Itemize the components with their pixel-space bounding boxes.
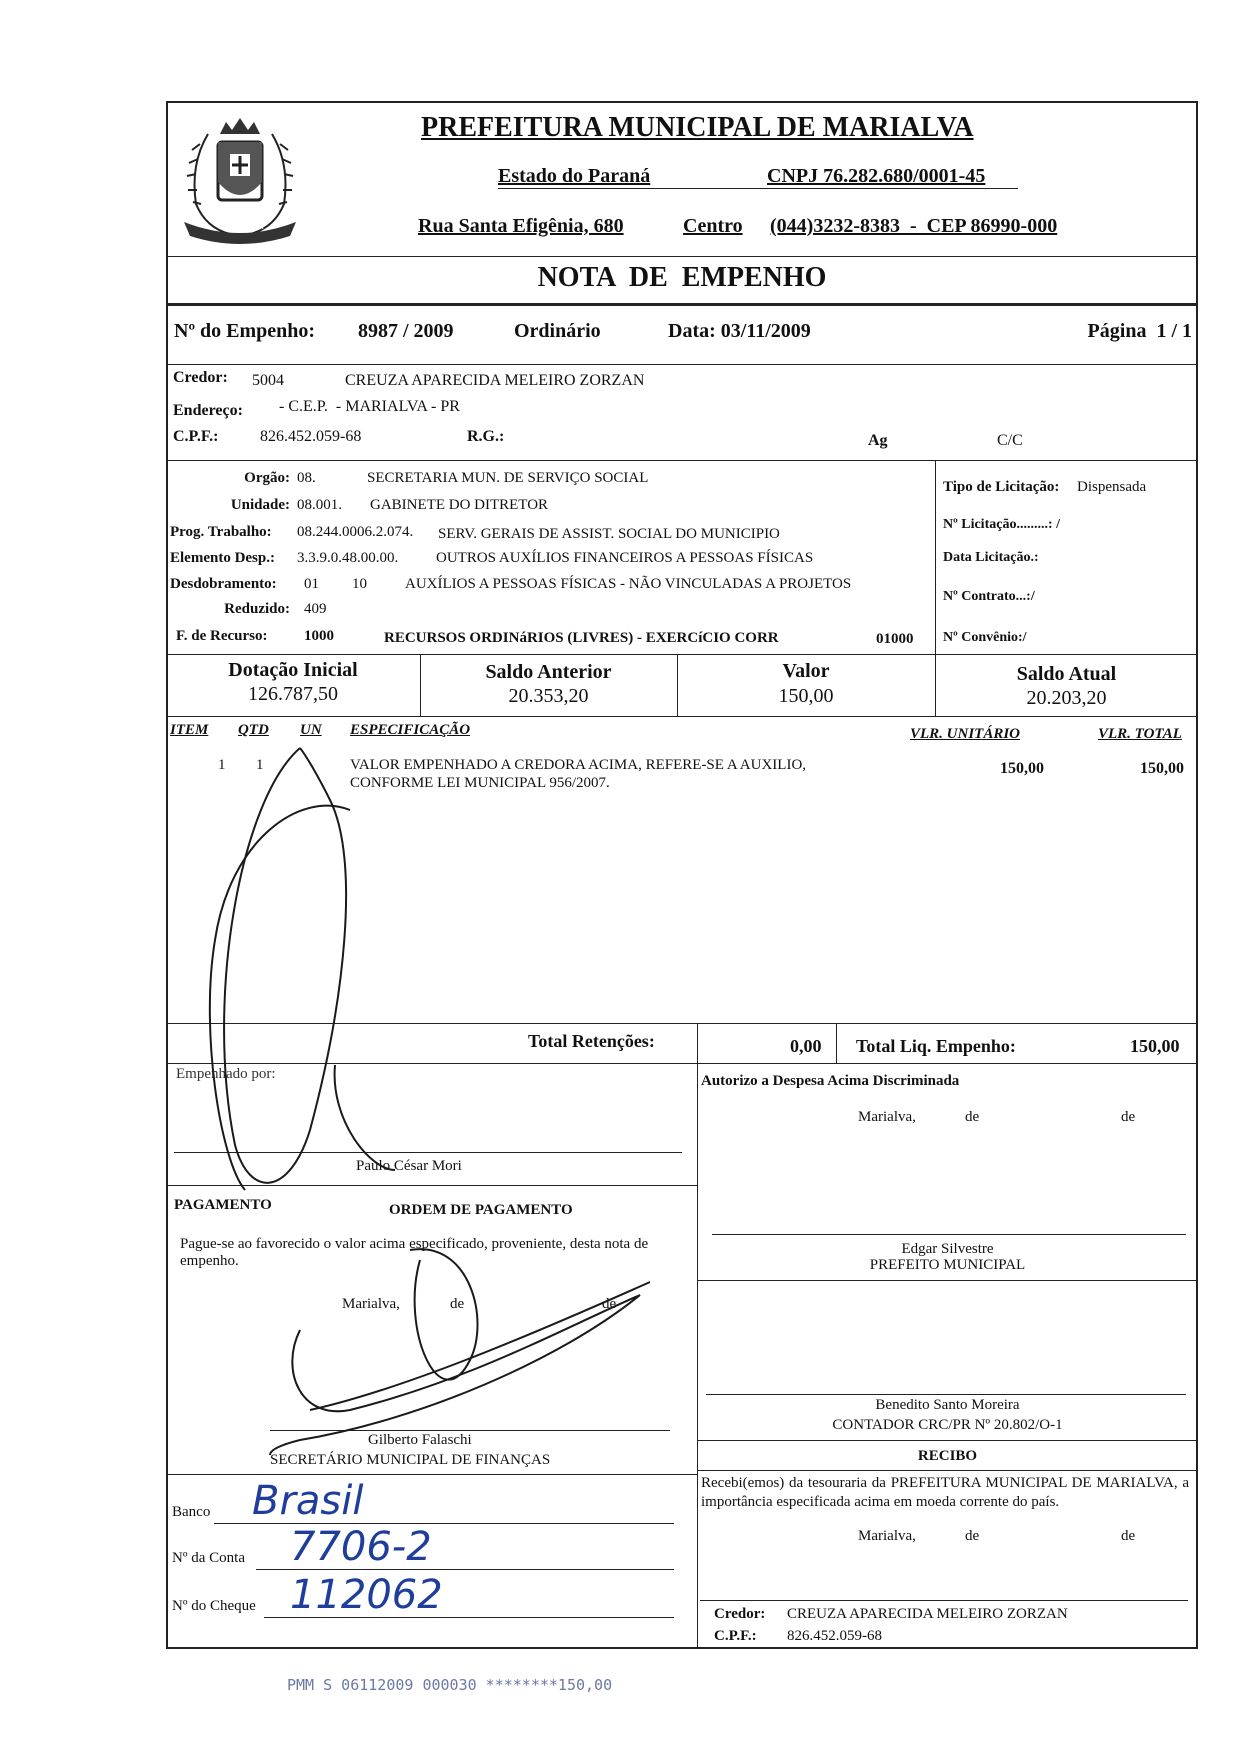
secretario-title: SECRETÁRIO MUNICIPAL DE FINANÇAS: [270, 1452, 551, 1468]
conta-label: Nº da Conta: [172, 1550, 245, 1566]
signature-line: [712, 1234, 1186, 1235]
saldo-anterior-value: 20.353,20: [508, 685, 589, 707]
recibo-cpf-label: C.P.F.:: [714, 1628, 757, 1644]
ordem-de-2: de: [602, 1296, 617, 1312]
saldo-atual-value: 20.203,20: [1026, 687, 1107, 709]
cheque-handwritten-value: 112062: [290, 1572, 443, 1618]
empenhado-por-label: Empenhado por:: [176, 1066, 276, 1082]
divider: [166, 654, 1198, 655]
col-vlr-total: VLR. TOTAL: [1098, 726, 1182, 742]
licitacao-type-label: Tipo de Licitação:: [943, 479, 1060, 495]
elemento-desc: OUTROS AUXÍLIOS FINANCEIROS A PESSOAS FÍSICAS: [436, 550, 814, 566]
divider: [166, 256, 1198, 257]
recibo-credor-label: Credor:: [714, 1606, 766, 1622]
col-un: UN: [300, 722, 322, 738]
ordem-pagamento-label: ORDEM DE PAGAMENTO: [389, 1202, 573, 1218]
prog-label: Prog. Trabalho:: [170, 524, 272, 540]
recurso-code: 1000: [304, 628, 334, 644]
divider: [166, 303, 1198, 306]
recurso-label: F. de Recurso:: [176, 628, 268, 644]
orgao-desc: SECRETARIA MUN. DE SERVIÇO SOCIAL: [367, 470, 649, 486]
convenio-number: Nº Convênio:/: [943, 630, 1027, 645]
pague-text: Pague-se ao favorecido o valor acima especificado, proveniente, desta nota de empenho.: [180, 1236, 649, 1269]
divider: [166, 364, 1198, 365]
recibo-marialva: Marialva,: [858, 1528, 916, 1544]
col-qtd: QTD: [238, 722, 269, 738]
item-spec-line-1: VALOR EMPENHADO A CREDORA ACIMA, REFERE-SE A AUXILIO,: [350, 757, 807, 773]
cc-label: C/C: [997, 432, 1023, 449]
divider: [697, 1440, 1198, 1441]
divider: [166, 1023, 1198, 1024]
total-retencoes-value: 0,00: [790, 1036, 822, 1056]
cnpj-label: CNPJ 76.282.680/0001-45: [767, 165, 986, 187]
recurso-code-2: 01000: [876, 631, 914, 647]
col-especificacao: ESPECIFICAÇÃO: [350, 722, 471, 738]
address-label: Endereço:: [173, 402, 243, 419]
state-label: Estado do Paraná: [498, 165, 651, 187]
cheque-label: Nº do Cheque: [172, 1598, 256, 1614]
address-value: - C.E.P. - MARIALVA - PR: [279, 398, 460, 415]
page-indicator: Página 1 / 1: [1087, 320, 1192, 342]
reduzido-label: Reduzido:: [224, 601, 290, 617]
divider: [697, 1280, 1198, 1281]
ag-label: Ag: [868, 432, 888, 449]
recibo-credor-name: CREUZA APARECIDA MELEIRO ZORZAN: [787, 1606, 1068, 1622]
recibo-text: Recebi(emos) da tesouraria da PREFEITURA MUNICIPAL DE MARIALVA, a importância especificada acima em moeda corrente do país.: [701, 1475, 1189, 1510]
secretario-name: Gilberto Falaschi: [368, 1432, 472, 1448]
prefeito-title: PREFEITO MUNICIPAL: [869, 1257, 1026, 1273]
total-retencoes-label: Total Retenções:: [528, 1031, 655, 1051]
crest-banner-text: MARIALVA: [218, 222, 264, 232]
district-label: Centro: [683, 215, 743, 237]
recurso-desc: RECURSOS ORDINáRIOS (LIVRES) - EXERCíCIO CORR: [384, 630, 779, 646]
signature-line: [706, 1394, 1186, 1395]
total-liq-label: Total Liq. Empenho:: [856, 1036, 1016, 1056]
saldo-anterior-label: Saldo Anterior: [485, 661, 612, 683]
municipality-title: PREFEITURA MUNICIPAL DE MARIALVA: [421, 112, 974, 143]
item-number: 1: [218, 757, 226, 773]
empenho-date: Data: 03/11/2009: [668, 320, 811, 342]
pagamento-label: PAGAMENTO: [174, 1197, 272, 1213]
licitacao-type: Dispensada: [1077, 479, 1147, 495]
empenho-number-label: Nº do Empenho:: [174, 320, 316, 342]
item-total-value: 150,00: [1140, 760, 1184, 777]
licitacao-date: Data Licitação.:: [943, 550, 1039, 565]
payment-stamp: PMM S 06112009 000030 ********150,00: [287, 1676, 613, 1694]
autorizo-de-1: de: [965, 1109, 980, 1125]
cpf-label: C.P.F.:: [173, 428, 219, 445]
ordem-marialva: Marialva,: [342, 1296, 400, 1312]
prefeito-name: Edgar Silvestre: [901, 1241, 994, 1257]
phone-cep-label: (044)3232-8383 - CEP 86990-000: [770, 215, 1058, 237]
autorizo-marialva: Marialva,: [858, 1109, 916, 1125]
total-liq-value: 150,00: [1130, 1036, 1180, 1056]
contador-name: Benedito Santo Moreira: [875, 1397, 1020, 1413]
recibo-cpf-value: 826.452.059-68: [787, 1628, 882, 1644]
empenho-type: Ordinário: [514, 320, 601, 342]
desdobramento-label: Desdobramento:: [170, 576, 277, 592]
signature-line: [270, 1430, 670, 1431]
unidade-desc: GABINETE DO DITRETOR: [370, 497, 549, 513]
divider: [697, 1063, 698, 1649]
col-item: ITEM: [170, 722, 209, 738]
conta-handwritten-value: 7706-2: [290, 1524, 432, 1570]
col-vlr-unitario: VLR. UNITÁRIO: [910, 726, 1021, 742]
item-quantity: 1: [256, 757, 264, 773]
desdobramento-code-2: 10: [352, 576, 367, 592]
divider: [166, 716, 1198, 717]
desdobramento-desc: AUXÍLIOS A PESSOAS FÍSICAS - NÃO VINCULADAS A PROJETOS: [405, 576, 852, 592]
cpf-value: 826.452.059-68: [260, 428, 362, 445]
unidade-code: 08.001.: [297, 497, 342, 513]
saldo-atual-label: Saldo Atual: [1016, 663, 1117, 685]
recibo-de-1: de: [965, 1528, 980, 1544]
divider: [166, 1474, 698, 1475]
autorizo-de-2: de: [1121, 1109, 1136, 1125]
state-underline: [498, 188, 1018, 189]
empenhado-por-name: Paulo César Mori: [356, 1158, 462, 1174]
item-spec-line-2: CONFORME LEI MUNICIPAL 956/2007.: [350, 775, 610, 791]
prog-code: 08.244.0006.2.074.: [297, 524, 414, 540]
valor-value: 150,00: [778, 685, 834, 707]
divider: [166, 1185, 698, 1186]
unidade-label: Unidade:: [230, 497, 290, 513]
divider: [166, 460, 1198, 461]
divider: [166, 1063, 1198, 1064]
signature-line: [700, 1600, 1188, 1601]
empenho-number: 8987 / 2009: [358, 320, 454, 342]
dotacao-label: Dotação Inicial: [228, 659, 358, 681]
recibo-title: RECIBO: [917, 1448, 978, 1464]
divider: [697, 1470, 1198, 1471]
prog-desc: SERV. GERAIS DE ASSIST. SOCIAL DO MUNICIPIO: [438, 526, 780, 542]
divider: [935, 460, 936, 654]
dotacao-value: 126.787,50: [248, 683, 338, 705]
credor-code: 5004: [252, 372, 284, 389]
orgao-code: 08.: [297, 470, 316, 486]
street-label: Rua Santa Efigênia, 680: [418, 215, 624, 237]
contador-title: CONTADOR CRC/PR Nº 20.802/O-1: [832, 1417, 1063, 1433]
credor-label: Credor:: [173, 369, 228, 386]
credor-name: CREUZA APARECIDA MELEIRO ZORZAN: [345, 372, 645, 389]
divider: [697, 1023, 698, 1063]
rg-label: R.G.:: [467, 428, 505, 445]
orgao-label: Orgão:: [244, 470, 290, 486]
item-unit-value: 150,00: [1000, 760, 1044, 777]
reduzido-value: 409: [304, 601, 327, 617]
document-title: NOTA DE EMPENHO: [537, 262, 827, 293]
elemento-label: Elemento Desp.:: [170, 550, 275, 566]
valor-label: Valor: [782, 660, 830, 682]
licitacao-number: Nº Licitação.........: /: [943, 517, 1060, 532]
elemento-code: 3.3.9.0.48.00.00.: [297, 550, 399, 566]
ordem-de-1: de: [450, 1296, 465, 1312]
banco-label: Banco: [172, 1504, 211, 1520]
divider: [836, 1023, 837, 1063]
desdobramento-code-1: 01: [304, 576, 319, 592]
autorizo-label: Autorizo a Despesa Acima Discriminada: [701, 1073, 960, 1089]
recibo-de-2: de: [1121, 1528, 1136, 1544]
contract-number: Nº Contrato...:/: [943, 589, 1035, 604]
banco-handwritten-value: Brasil: [252, 1478, 364, 1524]
signature-line: [174, 1152, 682, 1153]
